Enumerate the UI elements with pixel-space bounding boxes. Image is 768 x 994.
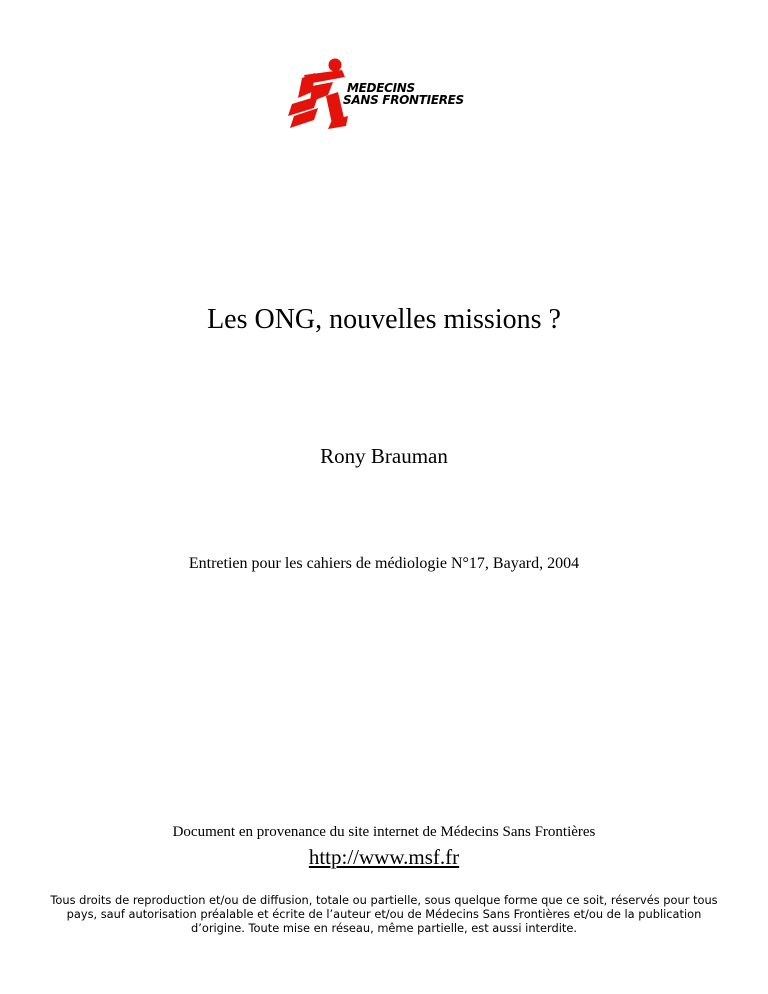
- document-author: Rony Brauman: [320, 444, 448, 468]
- website-url: [0, 843, 768, 871]
- website-link[interactable]: http://www.msf.fr: [308, 845, 460, 869]
- logo-line-2: SANS FRONTIERES: [343, 93, 464, 107]
- document-title: Les ONG, nouvelles missions ?: [207, 304, 561, 335]
- logo-line-1: MEDECINS: [347, 81, 415, 95]
- document-subtitle: Entretien pour les cahiers de médiologie N°17, Bayard, 2004: [188, 555, 580, 572]
- logo-wordmark: [343, 82, 464, 106]
- msf-logo: [288, 58, 480, 130]
- provenance-note: Document en provenance du site internet de Médecins Sans Frontières: [172, 824, 596, 840]
- rights-notice: Tous droits de reproduction et/ou de diffusion, totale ou partielle, sous quelque forme que ce soit, réservés pour tous pays, sauf autorisation préalable et écrite de l’auteur et/ou de Médecins Sans Frontières et/ou de la publication d’origine. Toute mise en réseau, même partielle, est aussi interdite.: [50, 893, 718, 935]
